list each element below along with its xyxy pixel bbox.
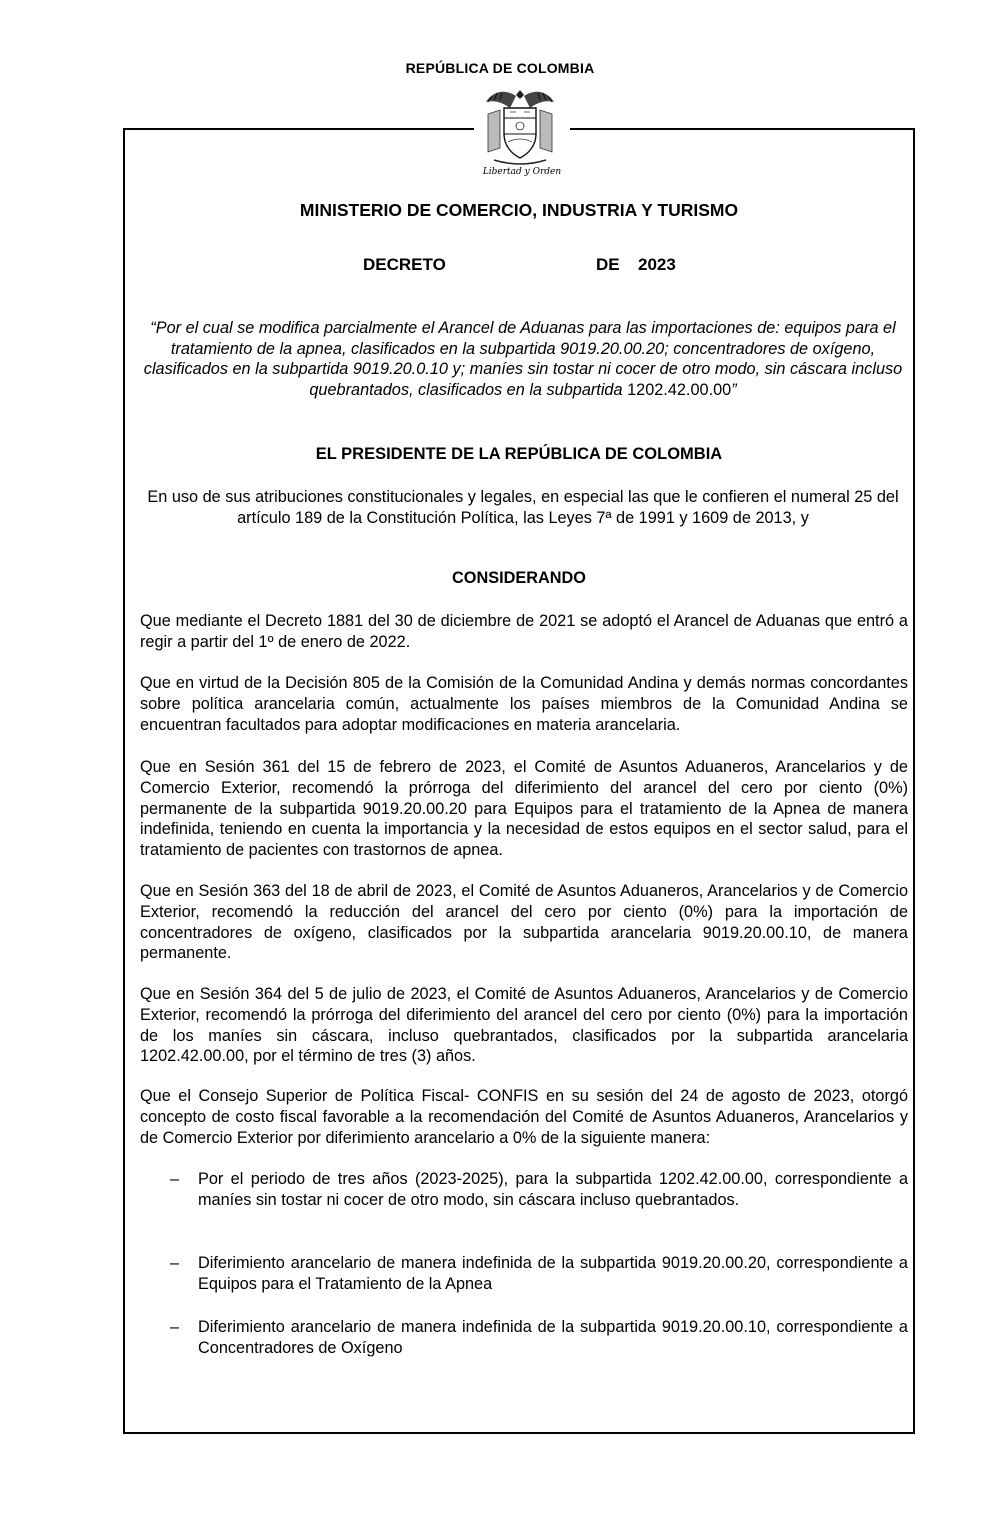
considerando-paragraph: Que el Consejo Superior de Política Fiscal- CONFIS en su sesión del 24 de agosto de 2023, otorgó concepto de costo fiscal favorable a la recomendación del Comité de Asuntos Aduaneros, Arancelarios y de Comercio Exterior por diferimiento arancelario a 0% de la siguiente manera:: [140, 1087, 908, 1147]
ministry-title: MINISTERIO DE COMERCIO, INDUSTRIA Y TURISMO: [299, 200, 739, 220]
list-item-text: Diferimiento arancelario de manera indefinida de la subpartida 9019.20.00.20, correspondiente a Equipos para el Tratamiento de la Apnea: [198, 1254, 908, 1293]
considerando-paragraph: Que en virtud de la Decisión 805 de la Comisión de la Comunidad Andina y demás normas concordantes sobre política arancelaria común, actualmente los países miembros de la Comunidad Andina se encuentran facultados para adoptar modificaciones en materia arancelaria.: [140, 674, 908, 734]
republic-heading: REPÚBLICA DE COLOMBIA: [405, 60, 595, 76]
bullet-dash: –: [170, 1318, 180, 1336]
president-heading: EL PRESIDENTE DE LA REPÚBLICA DE COLOMBIA: [315, 445, 723, 463]
considerando-heading: CONSIDERANDO: [452, 569, 586, 587]
decree-year: 2023: [638, 255, 676, 274]
considerando-paragraph: Que en Sesión 363 del 18 de abril de 2023, el Comité de Asuntos Aduaneros, Arancelarios y de Comercio Exterior, recomendó la reducción del arancel del cero por ciento (0%) para la importación de concentradores de oxígeno, clasificados por la subpartida arancelaria 9019.20.00.10, de manera permanente.: [140, 882, 908, 963]
subject-code: 1202.42.00.00: [627, 380, 732, 399]
list-item-text: Por el periodo de tres años (2023-2025), para la subpartida 1202.42.00.00, correspondiente a maníes sin tostar ni cocer de otro modo, sin cáscara incluso quebrantados.: [198, 1170, 908, 1209]
decree-de-label: DE: [596, 255, 620, 274]
subject-text: “Por el cual se modifica parcialmente el Arancel de Aduanas para las importaciones de: equipos para el tratamiento de la apnea, clasificados en la subpartida 9019.20.00.20; concentradores de oxígeno, clasificados en la subpartida 9019.20.0.10 y; maníes sin tostar ni cocer de otro modo, sin cáscara incluso quebrantados, clasificados en la subpartida: [143, 319, 903, 399]
decree-label: DECRETO: [363, 255, 446, 274]
bullet-dash: –: [170, 1170, 180, 1188]
subject-closing-quote: ”: [731, 380, 737, 399]
motto-text: Libertad y Orden: [482, 167, 562, 177]
decree-subject: [138, 318, 908, 400]
considerando-paragraph: Que en Sesión 361 del 15 de febrero de 2023, el Comité de Asuntos Aduaneros, Arancelarios y de Comercio Exterior, recomendó la prórroga del diferimiento del arancel del cero por ciento (0%) permanente de la subpartida 9019.20.00.20 para Equipos para el tratamiento de la Apnea de manera indefinida, teniendo en cuenta la importancia y la necesidad de estos equipos en el sector salud, para el tratamiento de pacientes con trastornos de apnea.: [140, 758, 908, 860]
powers-paragraph: En uso de sus atribuciones constitucionales y legales, en especial las que le confieren el numeral 25 del artículo 189 de la Constitución Política, las Leyes 7ª de 1991 y 1609 de 2013, y: [147, 488, 899, 527]
bullet-dash: –: [170, 1254, 180, 1272]
list-item-text: Diferimiento arancelario de manera indefinida de la subpartida 9019.20.00.10, correspondiente a Concentradores de Oxígeno: [198, 1318, 908, 1357]
considerando-paragraph: Que en Sesión 364 del 5 de julio de 2023, el Comité de Asuntos Aduaneros, Arancelarios y de Comercio Exterior, recomendó la prórroga del diferimiento del arancel del cero por ciento (0%) para la importación de los maníes sin cáscara, incluso quebrantados, clasificados por la subpartida arancelaria 1202.42.00.00, por el término de tres (3) años.: [140, 985, 908, 1066]
considerando-paragraph: Que mediante el Decreto 1881 del 30 de diciembre de 2021 se adoptó el Arancel de Aduanas que entró a regir a partir del 1º de enero de 2022.: [140, 612, 908, 651]
